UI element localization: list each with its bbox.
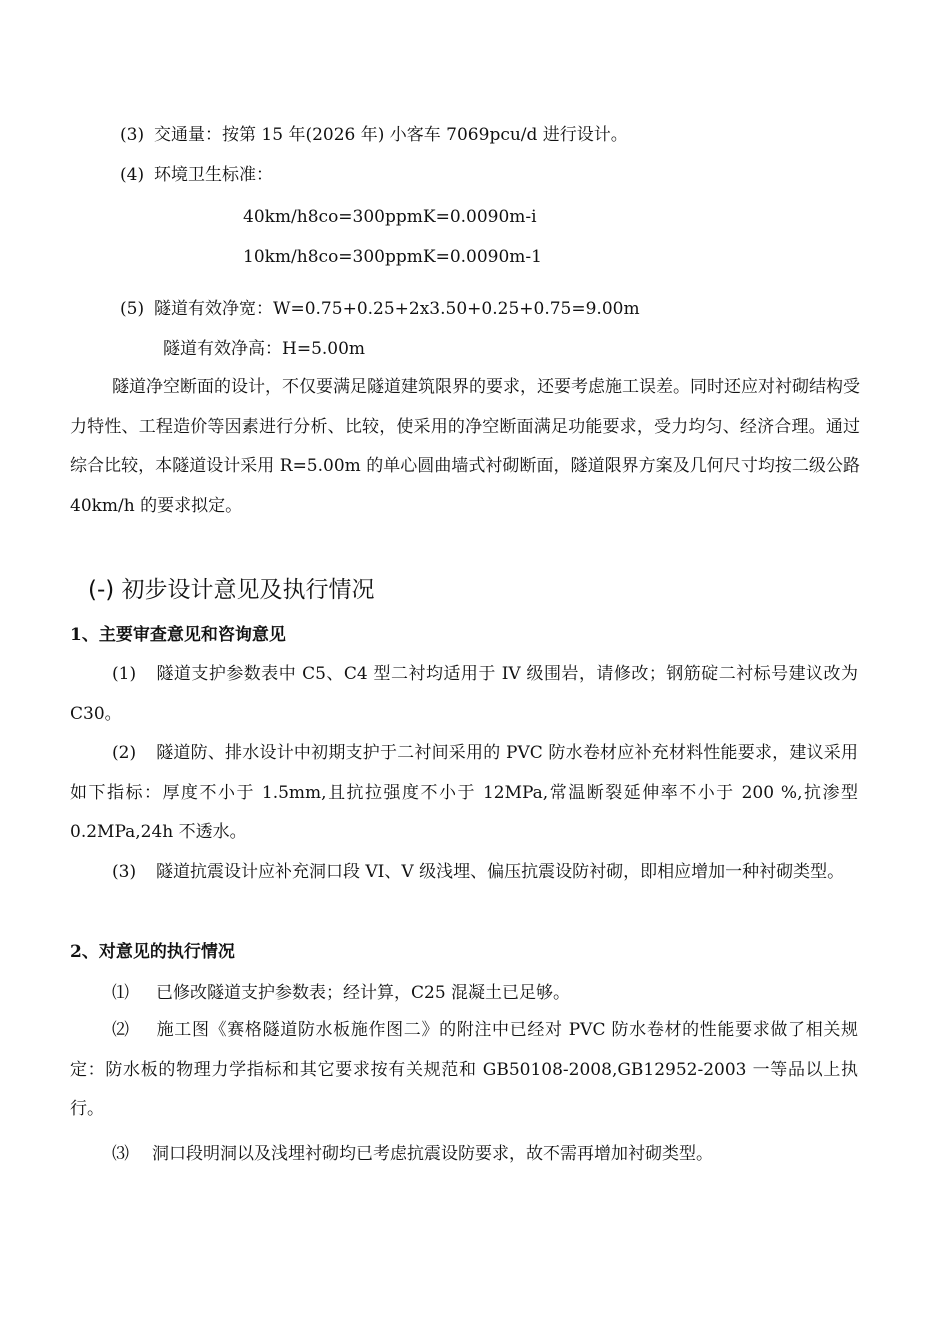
item-text: 隧道防、排水设计中初期支护于二衬间采用的 PVC 防水卷材应补充材料性能要求，建议采用如下指标：厚度不小于 1.5mm,且抗拉强度不小于 12MPa,常温断裂延伸率不小于 200 %,抗渗型 0.2MPa,24h 不透水。 xyxy=(70,743,858,842)
item-text: 隧道有效净宽：W=0.75+0.25+2x3.50+0.25+0.75=9.00m xyxy=(154,299,640,319)
paragraph-text: 隧道净空断面的设计，不仅要满足隧道建筑限界的要求，还要考虑施工误差。同时还应对衬砌结构受力特性、工程造价等因素进行分析、比较，使采用的净空断面满足功能要求，受力均匀、经济合理。通过综合比较，本隧道设计采用 R=5.00m 的单心圆曲墙式衬砌断面，隧道限界方案及几何尺寸均按二级公路 40km/h 的要求拟定。 xyxy=(70,377,860,516)
item-text: 环境卫生标准： xyxy=(154,165,273,185)
item-text: 已修改隧道支护参数表；经计算，C25 混凝土已足够。 xyxy=(156,983,571,1003)
item-text: 洞口段明洞以及浅埋衬砌均已考虑抗震设防要求，故不需再增加衬砌类型。 xyxy=(152,1144,713,1164)
item-number: (3) xyxy=(112,862,137,882)
item-number: ⑶ xyxy=(112,1144,129,1164)
section-heading: (-) 初步设计意见及执行情况 xyxy=(88,577,375,603)
review-item-2 xyxy=(70,734,858,853)
execution-item-2 xyxy=(70,1011,858,1130)
item-number: (2) xyxy=(112,743,137,763)
item-text: 施工图《赛格隧道防水板施作图二》的附注中已经对 PVC 防水卷材的性能要求做了相关规定：防水板的物理力学指标和其它要求按有关规范和 GB50108-2008,GB12952-2003 一等品以上执行。 xyxy=(70,1020,858,1119)
item-text: 隧道支护参数表中 C5、C4 型二衬均适用于 IV 级围岩，请修改；钢筋碇二衬标号建议改为 C30。 xyxy=(70,664,858,724)
clearance-paragraph xyxy=(70,368,860,526)
item-number: (5) xyxy=(120,299,145,319)
execution-title: 2、对意见的执行情况 xyxy=(70,942,235,962)
traffic-volume-line xyxy=(120,124,628,146)
item-number: (4) xyxy=(120,165,145,185)
review-title: 1、主要审查意见和咨询意见 xyxy=(70,625,286,645)
review-item-1 xyxy=(70,655,858,734)
item-text: 隧道抗震设计应补充洞口段 VI、V 级浅埋、偏压抗震设防衬砌，即相应增加一种衬砌类型。 xyxy=(156,862,845,882)
item-number: (3) xyxy=(120,125,145,145)
item-number: ⑵ xyxy=(112,1020,129,1040)
review-item-3 xyxy=(70,853,858,893)
execution-item-1 xyxy=(112,982,570,1004)
formula-line-2: 10km/h8co=300ppmK=0.0090m-1 xyxy=(243,247,542,267)
clear-width-line xyxy=(120,298,640,320)
item-number: (1) xyxy=(112,664,137,684)
clear-height-line: 隧道有效净高：H=5.00m xyxy=(163,339,366,359)
execution-item-3 xyxy=(112,1143,713,1165)
item-text: 交通量：按第 15 年(2026 年) 小客车 7069pcu/d 进行设计。 xyxy=(154,125,628,145)
environment-standard-line xyxy=(120,164,273,186)
item-number: ⑴ xyxy=(112,983,129,1003)
formula-line-1: 40km/h8co=300ppmK=0.0090m-i xyxy=(243,207,537,227)
